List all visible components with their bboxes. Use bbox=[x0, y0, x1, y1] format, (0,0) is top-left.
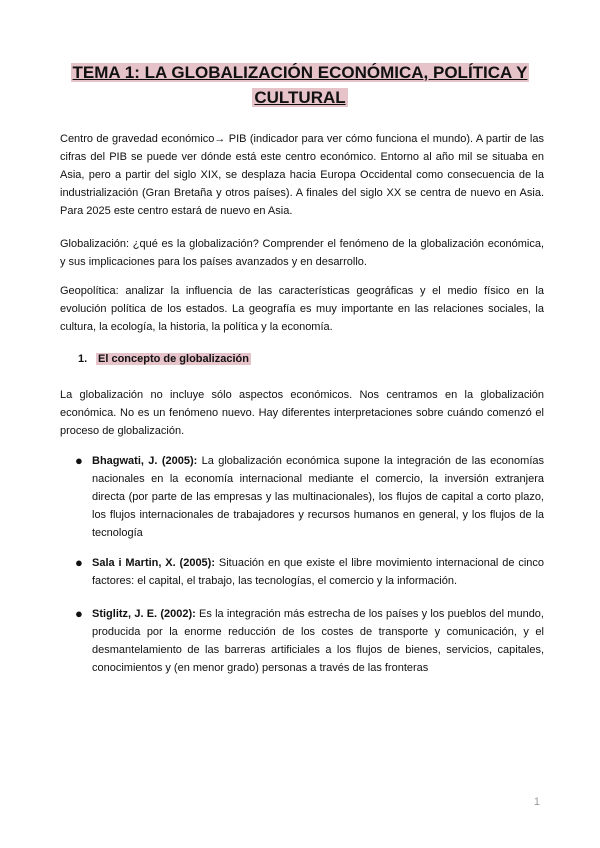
bullet-icon: ● bbox=[75, 555, 83, 570]
paragraph-geopolitics: Geopolítica: analizar la influencia de las características geográficas y el medio físico en la evolución política de los estados. La geografía es muy importante en las relaciones sociales, la cultura, la ecología, la historia, la política y la economía. bbox=[60, 285, 544, 333]
citation-text: La globalización económica supone la integración de las economías nacionales en la economía internacional mediante el comercio, la inversión extranjera directa (por parte de las empresas y las multinacionales), los flujos de capital a corto plazo, los flujos internacionales de trabajadores y recursos humanos en general, y los flujos de la tecnología bbox=[92, 455, 544, 539]
list-item-bhagwati bbox=[72, 452, 544, 542]
section-heading bbox=[78, 350, 251, 368]
section-number: 1. bbox=[78, 353, 88, 365]
page-number: 1 bbox=[533, 796, 540, 808]
list-item-stiglitz bbox=[72, 605, 544, 677]
list-item-text bbox=[92, 605, 544, 677]
page-title bbox=[60, 60, 540, 110]
bullet-icon: ● bbox=[75, 453, 83, 468]
citation-text: Situación en que existe el libre movimiento internacional de cinco factores: el capital, el trabajo, las tecnologías, el comercio y la información. bbox=[92, 557, 544, 587]
paragraph-gravity-center: Centro de gravedad económico→ PIB (indicador para ver cómo funciona el mundo). A partir de las cifras del PIB se puede ver dónde está este centro económico. Entorno al año mil se situaba en Asia, pero a partir del siglo XIX, se desplaza hacia Europa Occidental como consecuencia de la industrialización (Gran Bretaña y otros países). A finales del siglo XX se centra de nuevo en Asia. Para 2025 este centro estará de nuevo en Asia. bbox=[60, 133, 544, 217]
section-label: El concepto de globalización bbox=[98, 353, 249, 365]
bullet-icon: ● bbox=[75, 606, 83, 621]
paragraph-section-intro: La globalización no incluye sólo aspectos económicos. Nos centramos en la globalización económica. No es un fenómeno nuevo. Hay diferentes interpretaciones sobre cuándo comenzó el proceso de globalización. bbox=[60, 389, 544, 437]
list-item-text bbox=[92, 452, 544, 542]
list-item-sala-i-martin bbox=[72, 554, 544, 590]
title-line-2: CULTURAL bbox=[254, 88, 346, 107]
citation-author: Sala i Martin, X. (2005): bbox=[92, 557, 216, 569]
list-item-text bbox=[92, 554, 544, 590]
citation-text: Es la integración más estrecha de los países y los pueblos del mundo, producida por la enorme reducción de los costes de transporte y comunicación, y el desmantelamiento de las barreras artificiales a los flujos de bienes, servicios, capitales, conocimientos y (en menor grado) personas a través de las fronteras bbox=[92, 608, 544, 674]
title-line-1: TEMA 1: LA GLOBALIZACIÓN ECONÓMICA, POLÍTICA Y bbox=[72, 63, 528, 82]
citation-author: Stiglitz, J. E. (2002): bbox=[92, 608, 196, 620]
citation-author: Bhagwati, J. (2005): bbox=[92, 455, 198, 467]
paragraph-globalization: Globalización: ¿qué es la globalización? Comprender el fenómeno de la globalización económica, y sus implicaciones para los países avanzados y en desarrollo. bbox=[60, 238, 544, 268]
